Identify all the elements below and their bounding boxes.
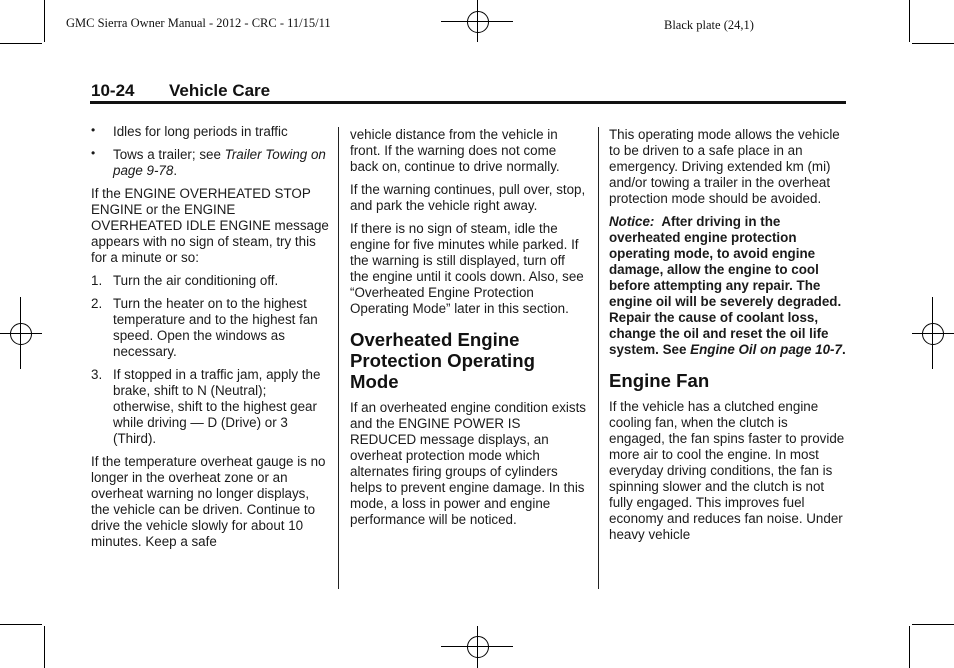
print-header-left: GMC Sierra Owner Manual - 2012 - CRC - 11/15/11 — [66, 16, 331, 30]
column-1 — [91, 124, 329, 557]
print-header-right: Black plate (24,1) — [664, 18, 754, 32]
list-item: 1. Turn the air conditioning off. — [91, 273, 279, 288]
crop-mark — [44, 626, 45, 668]
list-item: • Tows a trailer; see Trailer Towing on page 9-78. — [91, 146, 326, 178]
crop-mark — [909, 0, 910, 42]
notice-label: Notice: — [609, 214, 655, 229]
section-title: Vehicle Care — [169, 81, 271, 100]
crop-mark — [0, 43, 42, 44]
paragraph: If the temperature overheat gauge is no longer in the overheat zone or an overheat warning no longer displays, the vehicle can be driven. Continue to drive the vehicle slowly for about 10 minutes. Keep a safe — [91, 454, 326, 549]
crop-mark — [912, 43, 954, 44]
paragraph: If an overheated engine condition exists and the ENGINE POWER IS REDUCED message displays, an overheat protection mode which alternates firing groups of cylinders helps to prevent engine damage. In this mode, a loss in power and engine performance will be noticed. — [350, 400, 586, 527]
column-divider — [338, 127, 339, 589]
bullet-icon: • — [91, 146, 96, 160]
page-number: 10-24 — [91, 81, 135, 100]
column-2 — [350, 127, 586, 535]
paragraph: If there is no sign of steam, idle the engine for five minutes while parked. If the warning is still displayed, turn off the engine until it cools down. Also, see “Overheated Engine Protection Operating Mode” later in this section. — [350, 221, 584, 316]
cross-reference-link[interactable]: Engine Oil on page 10-7 — [690, 342, 842, 357]
bullet-icon: • — [91, 123, 96, 137]
header-rule — [90, 101, 846, 104]
column-3 — [609, 127, 847, 550]
crop-mark — [0, 624, 42, 625]
list-item: • Idles for long periods in traffic — [91, 123, 288, 139]
cross-reference-link[interactable]: Trailer Towing on page 9-78 — [113, 147, 326, 178]
paragraph: vehicle distance from the vehicle in front. If the warning does not come back on, continue to drive normally. — [350, 127, 560, 174]
subsection-heading: Overheated Engine Protection Operating Mode — [350, 329, 535, 392]
paragraph: This operating mode allows the vehicle to be driven to a safe place in an emergency. Driving extended km (mi) and/or towing a trailer in the overheat protection mode should be avoided. — [609, 127, 840, 206]
crop-mark — [912, 624, 954, 625]
column-divider — [598, 127, 599, 589]
paragraph: If the warning continues, pull over, stop, and park the vehicle right away. — [350, 182, 586, 213]
notice-box: Notice: After driving in the overheated engine protection operating mode, to avoid engine damage, allow the engine to cool before attempting any repair. The engine oil will be severely degraded. Repair the cause of coolant loss, change the oil and reset the oil life system. See Engine Oil on page 10-7. — [609, 214, 846, 357]
subsection-heading: Engine Fan — [609, 370, 710, 391]
list-item: 2. Turn the heater on to the highest temperature and to the highest fan speed. Open the windows as necessary. — [91, 296, 318, 359]
paragraph: If the ENGINE OVERHEATED STOP ENGINE or the ENGINE OVERHEATED IDLE ENGINE message appears with no sign of steam, try this for a minute or so: — [91, 186, 329, 265]
crop-mark — [44, 0, 45, 42]
crop-mark — [909, 626, 910, 668]
list-item: 3. If stopped in a traffic jam, apply the brake, shift to N (Neutral); otherwise, shift to the highest gear while driving — D (Drive) or 3 (Third). — [91, 367, 321, 446]
paragraph: If the vehicle has a clutched engine cooling fan, when the clutch is engaged, the fan spins faster to provide more air to cool the engine. In most everyday driving conditions, the fan is spinning slower and the clutch is not fully engaged. This improves fuel economy and reduces fan noise. Under heavy vehicle — [609, 399, 845, 542]
